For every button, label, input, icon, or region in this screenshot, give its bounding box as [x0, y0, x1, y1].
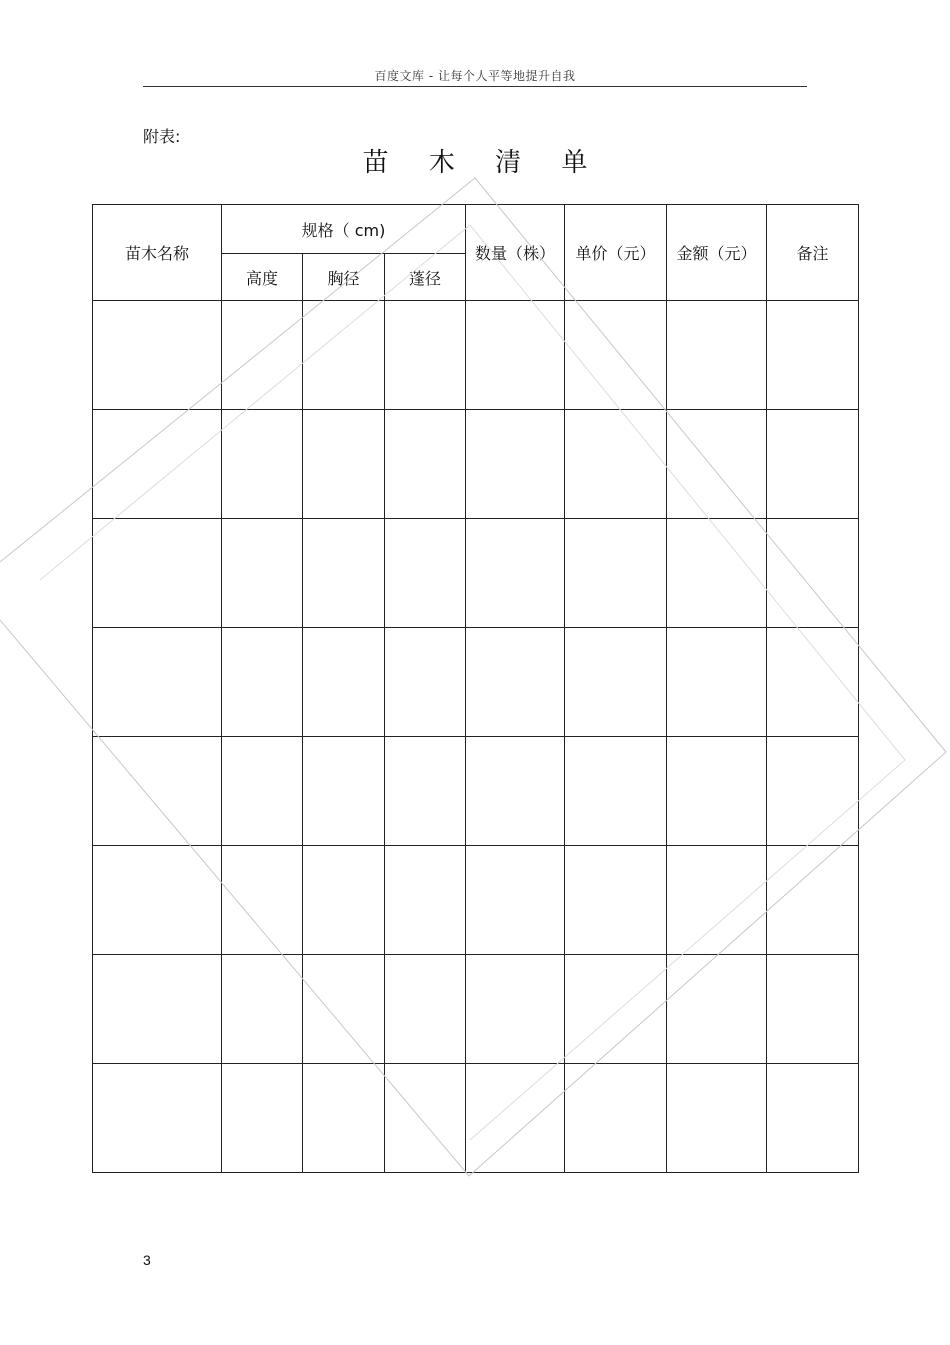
table-cell [466, 846, 565, 955]
table-cell [303, 737, 385, 846]
col-header-height: 高度 [222, 254, 303, 301]
table-cell [385, 628, 466, 737]
col-header-quantity: 数量（株） [466, 205, 565, 301]
table-cell [222, 846, 303, 955]
table-cell [303, 846, 385, 955]
table-cell [222, 737, 303, 846]
table-cell [767, 301, 859, 410]
table-cell [385, 955, 466, 1064]
table-cell [466, 628, 565, 737]
table-cell [767, 737, 859, 846]
table-cell [466, 737, 565, 846]
page-number: 3 [143, 1252, 151, 1268]
table-cell [767, 1064, 859, 1173]
table-row [93, 628, 859, 737]
table-body [93, 301, 859, 1173]
table-cell [565, 301, 667, 410]
table-cell [385, 301, 466, 410]
table-cell [385, 1064, 466, 1173]
table-cell [565, 410, 667, 519]
appendix-label: 附表: [143, 127, 181, 146]
table-cell [667, 410, 767, 519]
table-cell [565, 737, 667, 846]
table-cell [466, 301, 565, 410]
table-cell [222, 955, 303, 1064]
table-cell [222, 628, 303, 737]
table-cell [667, 301, 767, 410]
table-cell [466, 519, 565, 628]
table-cell [767, 519, 859, 628]
table-cell [667, 519, 767, 628]
table-cell [466, 955, 565, 1064]
table-cell [385, 519, 466, 628]
table-cell [565, 628, 667, 737]
table-cell [303, 301, 385, 410]
table-cell [222, 301, 303, 410]
table-cell [222, 1064, 303, 1173]
col-header-trunk-diameter: 胸径 [303, 254, 385, 301]
table-cell [667, 1064, 767, 1173]
table-cell [667, 955, 767, 1064]
table-cell [466, 1064, 565, 1173]
table-cell [222, 519, 303, 628]
table-row [93, 737, 859, 846]
table-cell [385, 846, 466, 955]
table-row [93, 519, 859, 628]
header-rule [143, 86, 807, 87]
table-cell [93, 1064, 222, 1173]
table-cell [466, 410, 565, 519]
table-row [93, 301, 859, 410]
table-cell [93, 737, 222, 846]
table-row [93, 846, 859, 955]
col-header-amount: 金额（元） [667, 205, 767, 301]
table-cell [93, 410, 222, 519]
table-cell [767, 410, 859, 519]
document-title: 苗 木 清 单 [362, 148, 604, 178]
table-cell [565, 1064, 667, 1173]
table-cell [303, 519, 385, 628]
col-header-remarks: 备注 [767, 205, 859, 301]
table-cell [667, 628, 767, 737]
table-cell [767, 846, 859, 955]
table-row [93, 1064, 859, 1173]
table-cell [93, 301, 222, 410]
table-cell [303, 410, 385, 519]
table-cell [303, 955, 385, 1064]
table-cell [767, 955, 859, 1064]
table-cell [385, 737, 466, 846]
table-cell [565, 846, 667, 955]
table-cell [667, 737, 767, 846]
table-cell [767, 628, 859, 737]
col-header-crown-width: 蓬径 [385, 254, 466, 301]
page-header: 百度文库 - 让每个人平等地提升自我 [374, 69, 576, 83]
table-row [93, 955, 859, 1064]
table-cell [93, 846, 222, 955]
table-cell [93, 628, 222, 737]
col-header-spec: 规格（ cm) [222, 205, 466, 254]
header-row [93, 205, 859, 254]
table-cell [222, 410, 303, 519]
col-header-name: 苗木名称 [93, 205, 222, 301]
table-cell [565, 955, 667, 1064]
table-row [93, 410, 859, 519]
table-cell [303, 1064, 385, 1173]
table-cell [303, 628, 385, 737]
nursery-stock-table [92, 204, 859, 1173]
table-cell [667, 846, 767, 955]
col-header-unit-price: 单价（元） [565, 205, 667, 301]
table-cell [93, 519, 222, 628]
table-cell [385, 410, 466, 519]
table-cell [93, 955, 222, 1064]
table-cell [565, 519, 667, 628]
